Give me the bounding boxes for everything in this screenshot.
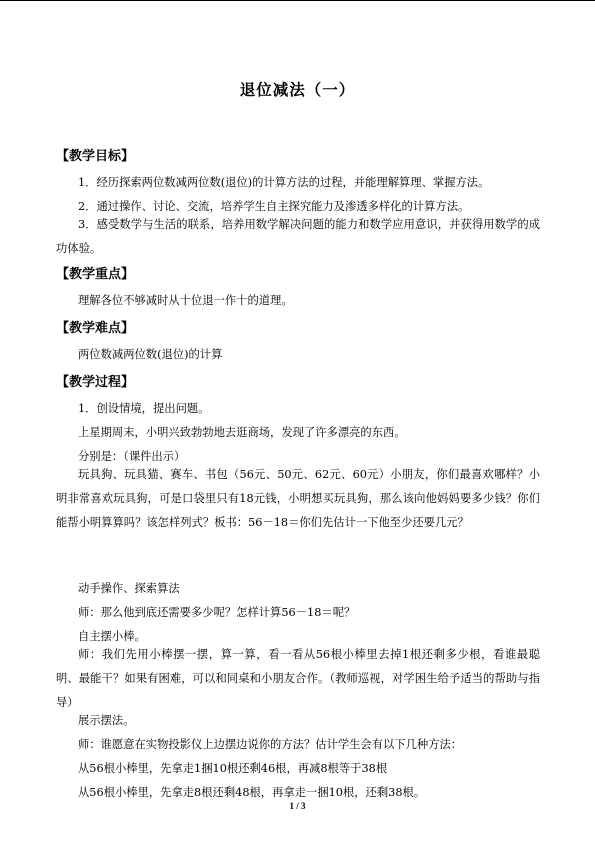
page-number: 1 / 3 [289,801,306,811]
process-line: 1．创设情境，提出问题。 [78,402,210,415]
process-line: 上星期周末，小明兴致勃勃地去逛商场，发现了许多漂亮的东西。 [78,426,406,439]
process-line: 从56根小棒里，先拿走1捆10根还剩46根，再减8根等于38根 [78,762,388,775]
section-heading-key-points: 【教学重点】 [56,267,135,282]
difficulties-text: 两位数减两位数(退位)的计算 [78,348,223,361]
goal-item: 3．感受数学与生活的联系，培养用数学解决问题的能力和数学应用意识，并获得用数学的成功体验。 [56,218,540,255]
top-border-line [0,0,595,1]
process-paragraph: 玩具狗、玩具猫、赛车、书包（56元、50元、62元、60元）小朋友，你们最喜欢哪样？小明非常喜欢玩具狗，可是口袋里只有18元钱，小明想买玩具狗，那么该向他妈妈要多少钱？你们能帮小明算算吗？该怎样列式？板书：56－18＝你们先估计一下他至少还要几元？ [56,468,540,529]
process-line: 动手操作、探索算法 [78,582,180,595]
goal-item: 1．经历探索两位数减两位数(退位)的计算方法的过程，并能理解算理、掌握方法。 [78,176,490,189]
process-line: 分别是：（课件出示） [78,450,186,463]
process-paragraph: 师：我们先用小棒摆一摆，算一算，看一看从56根小棒里去掉1根还剩多少根，看谁最聪明、最能干？如果有困难，可以和同桌和小朋友合作。（教师巡视，对学困生给予适当的帮助与指导） [56,648,540,709]
key-points-text: 理解各位不够减时从十位退一作十的道理。 [78,294,293,307]
page-title: 退位减法（一） [239,80,356,99]
process-line: 师：那么他到底还需要多少呢？怎样计算56－18＝呢？ [78,606,356,619]
goal-item: 2．通过操作、讨论、交流，培养学生自主探究能力及渗透多样化的计算方法。 [78,200,470,213]
process-line: 师：谁愿意在实物投影仪上边摆边说你的方法？估计学生会有以下几种方法： [78,738,463,751]
process-line: 从56根小棒里，先拿走8根还剩48根，再拿走一捆10根，还剩38根。 [78,786,426,799]
section-heading-difficulties: 【教学难点】 [56,321,135,336]
section-heading-goals: 【教学目标】 [56,149,135,164]
section-heading-process: 【教学过程】 [56,375,135,390]
process-line: 自主摆小棒。 [78,630,146,643]
process-line: 展示摆法。 [78,714,135,727]
